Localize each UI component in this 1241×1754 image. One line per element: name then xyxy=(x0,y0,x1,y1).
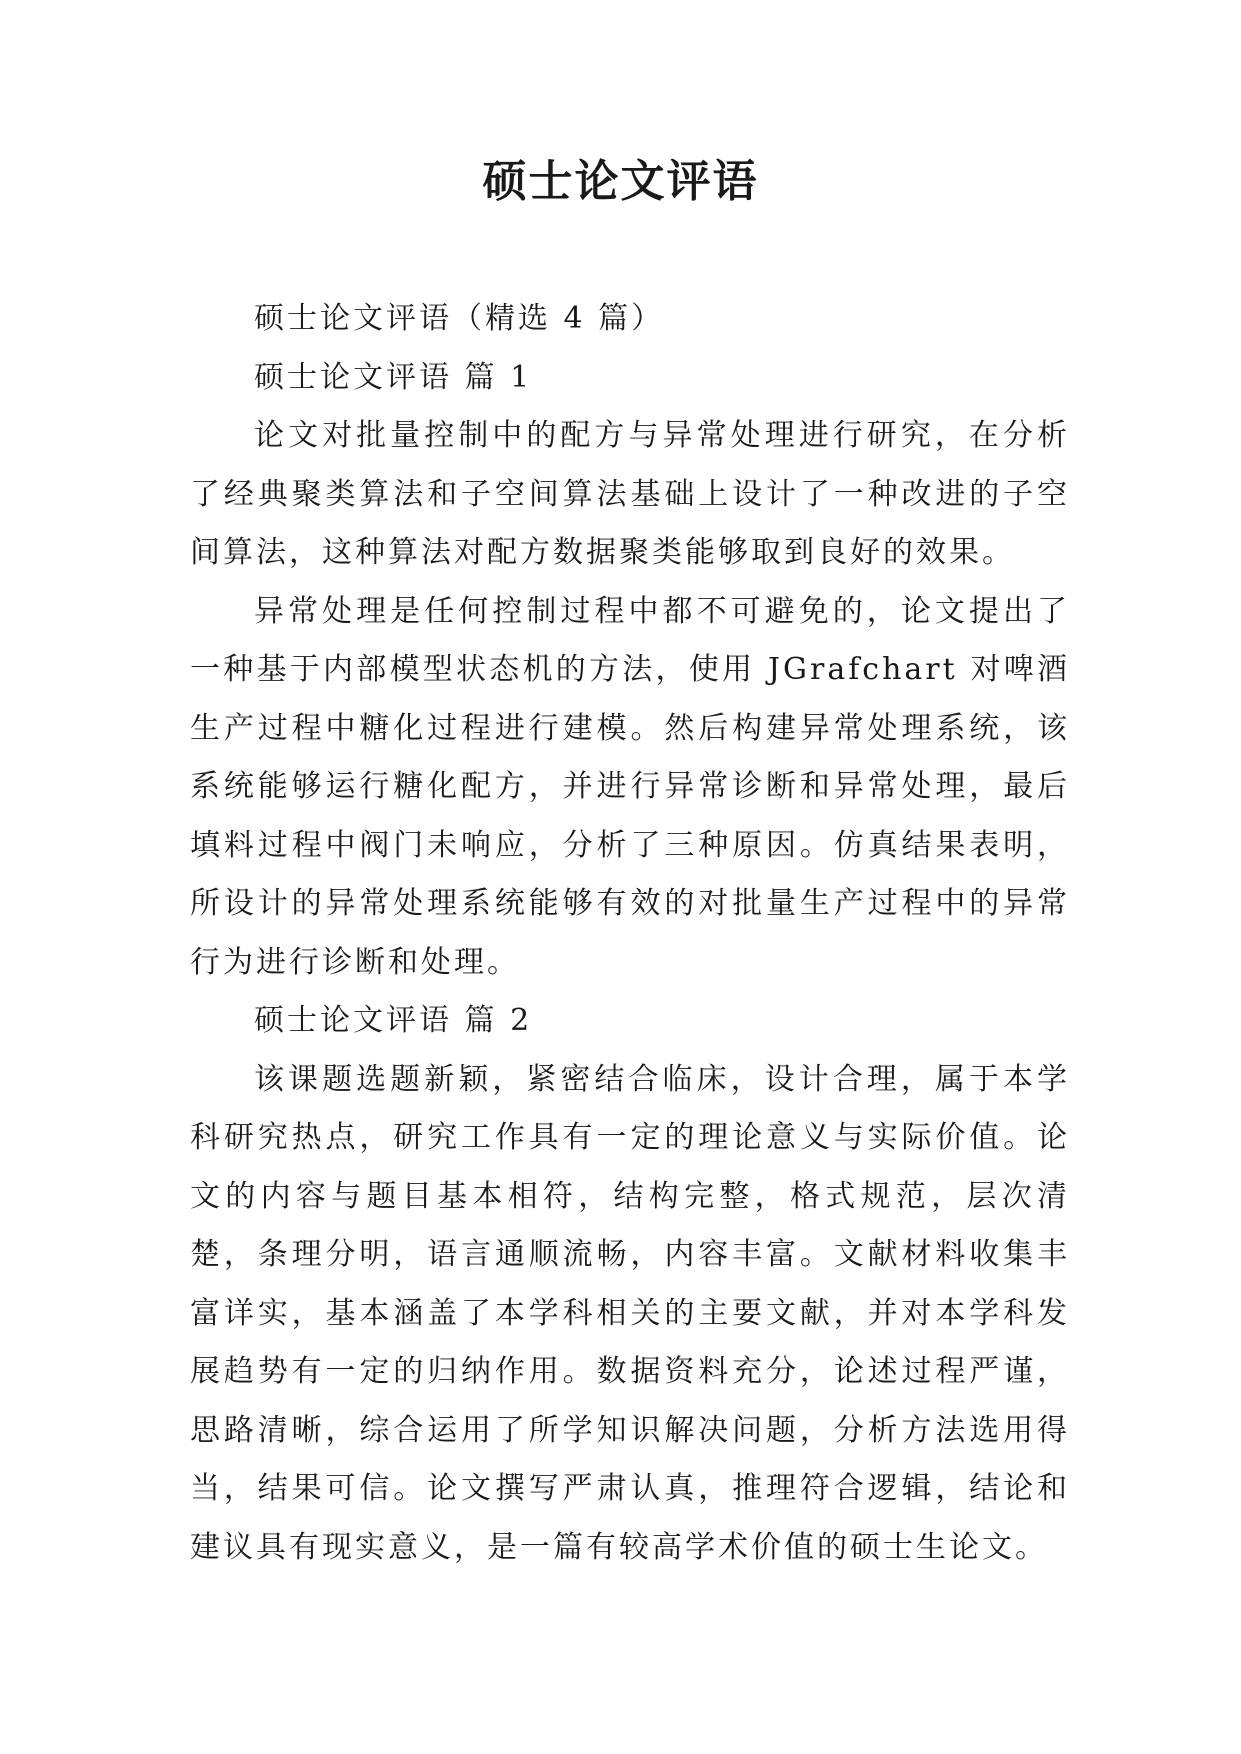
section-2-paragraph-1: 该课题选题新颖，紧密结合临床，设计合理，属于本学科研究热点，研究工作具有一定的理论意义与实际价值。论文的内容与题目基本相符，结构完整，格式规范，层次清楚，条理分明，语言通顺流畅，内容丰富。文献材料收集丰富详实，基本涵盖了本学科相关的主要文献，并对本学科发展趋势有一定的归纳作用。数据资料充分，论述过程严谨，思路清晰，综合运用了所学知识解决问题，分析方法选用得当，结果可信。论文撰写严肃认真，推理符合逻辑，结论和建议具有现实意义，是一篇有较高学术价值的硕士生论文。 xyxy=(190,1061,1070,1565)
section-heading-1: 硕士论文评语 篇 1 xyxy=(254,359,533,395)
document-body xyxy=(190,290,1070,1577)
document-title: 硕士论文评语 xyxy=(482,156,759,207)
section-1-paragraph-2: 异常处理是任何控制过程中都不可避免的，论文提出了一种基于内部模型状态机的方法，使用 JGrafchart 对啤酒生产过程中糖化过程进行建模。然后构建异常处理系统，该系统能够运行糖化配方，并进行异常诊断和异常处理，最后填料过程中阀门未响应，分析了三种原因。仿真结果表明，所设计的异常处理系统能够有效的对批量生产过程中的异常行为进行诊断和处理。 xyxy=(190,593,1070,980)
document-subtitle: 硕士论文评语（精选 4 篇） xyxy=(254,301,665,336)
section-1-paragraph-1: 论文对批量控制中的配方与异常处理进行研究，在分析了经典聚类算法和子空间算法基础上设计了一种改进的子空间算法，这种算法对配方数据聚类能够取到良好的效果。 xyxy=(190,418,1070,570)
section-heading-2: 硕士论文评语 篇 2 xyxy=(254,1003,533,1038)
